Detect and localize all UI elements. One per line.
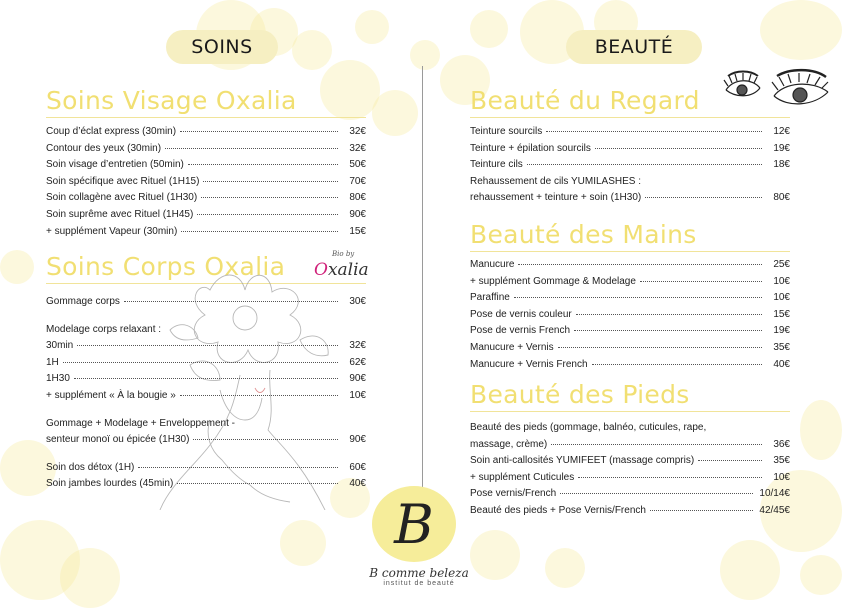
dot-leader — [576, 314, 762, 315]
item-price: 50€ — [349, 159, 366, 171]
dot-leader — [645, 197, 762, 198]
list-item — [46, 476, 366, 493]
item-price: 40€ — [349, 478, 366, 490]
item-name: Soin anti-callosités YUMIFEET (massage compris) — [470, 455, 695, 467]
list-subheading — [46, 416, 366, 433]
list-item — [46, 174, 366, 191]
dot-leader — [595, 148, 762, 149]
list-item — [46, 190, 366, 207]
item-name: Manucure — [470, 259, 515, 270]
dot-leader — [77, 345, 338, 346]
eyelashes-icon — [722, 68, 832, 112]
price-list-corps — [46, 294, 366, 493]
list-item — [46, 207, 366, 224]
oxalia-logo-small: Bio by — [332, 250, 355, 258]
item-price: 62€ — [349, 356, 366, 368]
item-name: senteur monoï ou épicée (1H30) — [46, 434, 190, 446]
list-item — [46, 432, 366, 449]
list-item — [46, 460, 366, 477]
item-name: Gommage + Modelage + Enveloppement - — [46, 417, 235, 429]
list-item — [470, 141, 790, 158]
item-name: Pose de vernis couleur — [470, 308, 572, 320]
dot-leader — [201, 197, 338, 198]
item-name: + supplément Vapeur (30min) — [46, 225, 178, 237]
item-name: Pose de vernis French — [470, 325, 571, 337]
section-underline — [470, 251, 790, 252]
item-price: 60€ — [349, 461, 366, 473]
dot-leader — [197, 214, 338, 215]
section-underline — [470, 117, 790, 118]
dot-leader — [578, 477, 762, 478]
dot-leader — [63, 362, 338, 363]
dot-leader — [551, 444, 762, 445]
item-name: Coup d’éclat express (30min) — [46, 126, 177, 137]
item-name: Soin suprême avec Rituel (1H45) — [46, 208, 194, 220]
section-title-beaute-pieds: Beauté des Pieds — [470, 380, 690, 409]
item-price: 32€ — [349, 340, 366, 352]
dot-leader — [193, 439, 338, 440]
item-name: massage, crème) — [470, 438, 548, 450]
item-price: 18€ — [773, 159, 790, 171]
item-name: Manucure + Vernis French — [470, 358, 588, 370]
item-name: Teinture + épilation sourcils — [470, 142, 591, 154]
list-item — [470, 357, 790, 374]
list-item — [46, 157, 366, 174]
dot-leader — [188, 164, 338, 165]
list-subheading — [46, 322, 366, 339]
list-item — [470, 124, 790, 141]
item-name: Rehaussement de cils YUMILASHES : — [470, 175, 642, 187]
list-item — [470, 307, 790, 324]
item-name: Soin spécifique avec Rituel (1H15) — [46, 175, 200, 187]
header-soins-label: SOINS — [191, 36, 253, 58]
item-name: Teinture cils — [470, 159, 523, 171]
price-list-mains — [470, 257, 790, 373]
list-item — [470, 503, 790, 520]
item-price: 25€ — [773, 259, 790, 270]
dot-leader — [180, 395, 338, 396]
price-list-regard — [470, 124, 790, 207]
dot-leader — [177, 483, 338, 484]
item-name: Gommage corps — [46, 296, 120, 307]
item-price: 15€ — [773, 308, 790, 320]
item-name: Pose vernis/French — [470, 488, 557, 500]
item-price: 32€ — [349, 142, 366, 154]
item-price: 42/45€ — [759, 504, 790, 516]
section-title-soins-visage: Soins Visage Oxalia — [46, 86, 297, 115]
item-name: 30min — [46, 340, 74, 352]
item-price: 35€ — [773, 341, 790, 353]
list-item — [470, 486, 790, 503]
list-item — [470, 340, 790, 357]
list-subheading — [470, 174, 790, 191]
item-name: + supplément Gommage & Modelage — [470, 275, 636, 287]
item-price: 80€ — [349, 192, 366, 204]
item-price: 90€ — [349, 373, 366, 385]
item-price: 36€ — [773, 438, 790, 450]
dot-leader — [181, 231, 338, 232]
dot-leader — [650, 510, 753, 511]
item-price: 90€ — [349, 208, 366, 220]
oxalia-logo-o: O — [314, 260, 328, 280]
dot-leader — [546, 131, 762, 132]
item-price: 12€ — [773, 126, 790, 137]
header-beaute — [566, 30, 702, 64]
spacer — [46, 405, 366, 416]
dot-leader — [698, 460, 762, 461]
dot-leader — [74, 378, 338, 379]
list-item — [46, 124, 366, 141]
dot-leader — [518, 264, 762, 265]
dot-leader — [165, 148, 338, 149]
item-price: 15€ — [349, 225, 366, 237]
dot-leader — [558, 347, 762, 348]
spacer — [46, 311, 366, 322]
item-name: Beauté des pieds (gommage, balnéo, cuticules, rape, — [470, 422, 707, 433]
item-name: 1H30 — [46, 373, 70, 385]
item-price: 40€ — [773, 358, 790, 370]
spacer — [46, 449, 366, 460]
section-title-beaute-regard: Beauté du Regard — [470, 86, 700, 115]
list-item — [470, 274, 790, 291]
item-name: + supplément Cuticules — [470, 471, 575, 483]
dot-leader — [124, 301, 338, 302]
item-name: Soin collagène avec Rituel (1H30) — [46, 192, 198, 204]
list-item — [470, 290, 790, 307]
dot-leader — [180, 131, 338, 132]
list-subheading — [470, 420, 790, 437]
price-list-pieds — [470, 420, 790, 520]
brand-subtitle: institut de beauté — [383, 580, 455, 587]
list-item — [46, 141, 366, 158]
list-item — [46, 355, 366, 372]
item-name: + supplément « À la bougie » — [46, 389, 176, 401]
item-price: 10/14€ — [759, 488, 790, 500]
section-title-beaute-mains: Beauté des Mains — [470, 220, 697, 249]
item-name: Soin dos détox (1H) — [46, 461, 135, 473]
dot-leader — [574, 330, 762, 331]
brand-name: B comme beleza — [369, 566, 469, 580]
list-item — [46, 338, 366, 355]
list-item — [46, 388, 366, 405]
column-divider — [422, 66, 423, 516]
item-name: Beauté des pieds + Pose Vernis/French — [470, 504, 646, 516]
item-name: Soin jambes lourdes (45min) — [46, 478, 174, 490]
section-title-soins-corps: Soins Corps Oxalia — [46, 252, 286, 281]
list-item — [470, 437, 790, 454]
item-price: 10€ — [349, 389, 366, 401]
item-price: 10€ — [773, 471, 790, 483]
header-soins — [166, 30, 278, 64]
list-item — [46, 224, 366, 241]
item-name: Soin visage d’entretien (50min) — [46, 159, 184, 171]
oxalia-logo-rest: xalia — [327, 260, 369, 280]
item-name: Manucure + Vernis — [470, 341, 554, 353]
item-name: Contour des yeux (30min) — [46, 142, 162, 154]
brand-logo-letter: B — [394, 492, 434, 556]
dot-leader — [527, 164, 762, 165]
item-name: Modelage corps relaxant : — [46, 323, 162, 335]
list-item — [470, 257, 790, 274]
item-price: 10€ — [773, 292, 790, 304]
dot-leader — [138, 467, 338, 468]
item-price: 32€ — [349, 126, 366, 137]
dot-leader — [560, 493, 753, 494]
list-item — [470, 323, 790, 340]
brand-logo-mark — [372, 486, 456, 562]
item-price: 90€ — [349, 434, 366, 446]
item-price: 10€ — [773, 275, 790, 287]
item-price: 30€ — [349, 296, 366, 307]
list-item — [46, 371, 366, 388]
item-price: 70€ — [349, 175, 366, 187]
item-price: 80€ — [773, 192, 790, 204]
item-name: Paraffine — [470, 292, 510, 304]
header-beaute-label: BEAUTÉ — [594, 36, 674, 58]
item-price: 35€ — [773, 455, 790, 467]
item-name: rehaussement + teinture + soin (1H30) — [470, 192, 642, 204]
section-underline — [470, 411, 790, 412]
dot-leader — [203, 181, 338, 182]
item-name: 1H — [46, 356, 59, 368]
dot-leader — [640, 281, 762, 282]
list-item — [46, 294, 366, 311]
list-item — [470, 470, 790, 487]
price-list-visage — [46, 124, 366, 240]
dot-leader — [514, 297, 762, 298]
item-price: 19€ — [773, 142, 790, 154]
item-name: Teinture sourcils — [470, 126, 543, 137]
dot-leader — [592, 364, 762, 365]
list-item — [470, 157, 790, 174]
list-item — [470, 453, 790, 470]
list-item — [470, 190, 790, 207]
section-underline — [46, 117, 366, 118]
item-price: 19€ — [773, 325, 790, 337]
